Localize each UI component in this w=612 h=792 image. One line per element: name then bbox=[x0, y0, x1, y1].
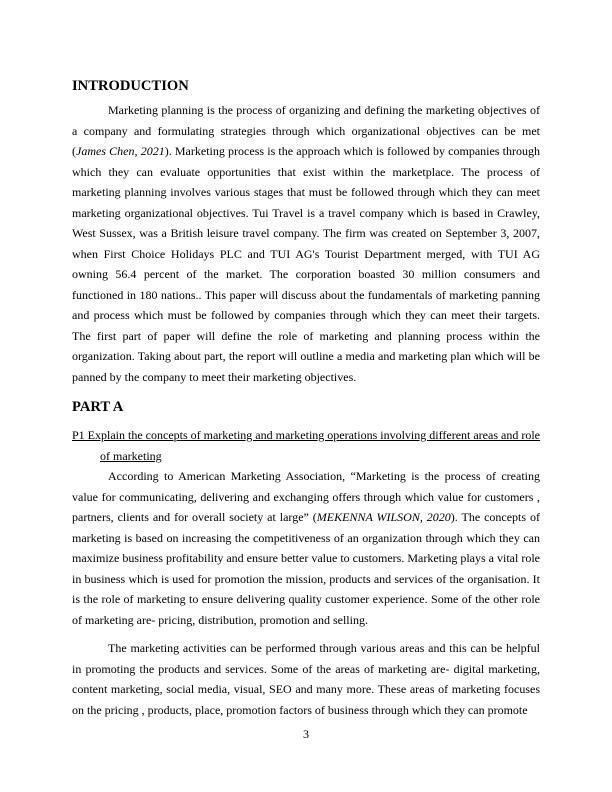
document-page bbox=[72, 76, 540, 720]
definition-citation: MEKENNA WILSON, 2020 bbox=[316, 510, 451, 524]
page-number: 3 bbox=[303, 727, 309, 741]
introduction-text-part-1: Marketing planning is the process of organizing and defining the marketing objectives of a company and formulating strategies through which organizational objectives can be met ( bbox=[72, 103, 540, 158]
introduction-heading: INTRODUCTION bbox=[72, 78, 189, 94]
introduction-text-part-2: ). Marketing process is the approach which is followed by companies through which they can evaluate opportunities that exist within the marketplace. The process of marketing planning involves various stages that must be followed through which they can meet marketing organizational objectives. Tui Travel is a travel company which is based in Crawley, West Sussex, was a British leisure travel company. The firm was created on September 3, 2007, when First Choice Holidays PLC and TUI AG's Tourist Department merged, with TUI AG owning 56.4 percent of the market. The corporation boasted 30 million consumers and functioned in 180 nations.. This paper will discuss about the fundamentals of marketing panning and process which must be followed by companies through which they can meet their targets. The first part of paper will define the role of marketing and planning process within the organization. Taking about part, the report will outline a media and marketing plan which will be panned by the company to meet their marketing objectives. bbox=[72, 144, 540, 384]
definition-text-part-1: According to American Marketing Association, “Marketing is the process of creating value for communicating, delivering and exchanging offers through which value for customers , partners, clients and for overall society at large” ( bbox=[72, 469, 540, 524]
marketing-areas-paragraph: The marketing activities can be performed through various areas and this can be helpful in promoting the products and services. Some of the areas of marketing are- digital marketing, content marketing, social media, visual, SEO and many more. These areas of marketing focuses on the pricing , products, place, promotion factors of business through which they can promote bbox=[72, 641, 540, 717]
introduction-paragraph bbox=[72, 100, 540, 387]
definition-text-part-2: ). The concepts of marketing is based on increasing the competitiveness of an organization through which they can maximize business profitability and ensure better value to customers. Marketing plays a vital role in business which is used for promotion the mission, products and services of the organisation. It is the role of marketing to ensure delivering quality customer experience. Some of the other role of marketing are- pricing, distribution, promotion and selling. bbox=[72, 510, 540, 627]
p1-subheading: P1 Explain the concepts of marketing and marketing operations involving different areas and role of marketing bbox=[72, 428, 540, 463]
part-a-heading: PART A bbox=[72, 399, 124, 415]
marketing-definition-paragraph bbox=[72, 466, 540, 630]
introduction-citation: James Chen, 2021 bbox=[76, 144, 165, 158]
